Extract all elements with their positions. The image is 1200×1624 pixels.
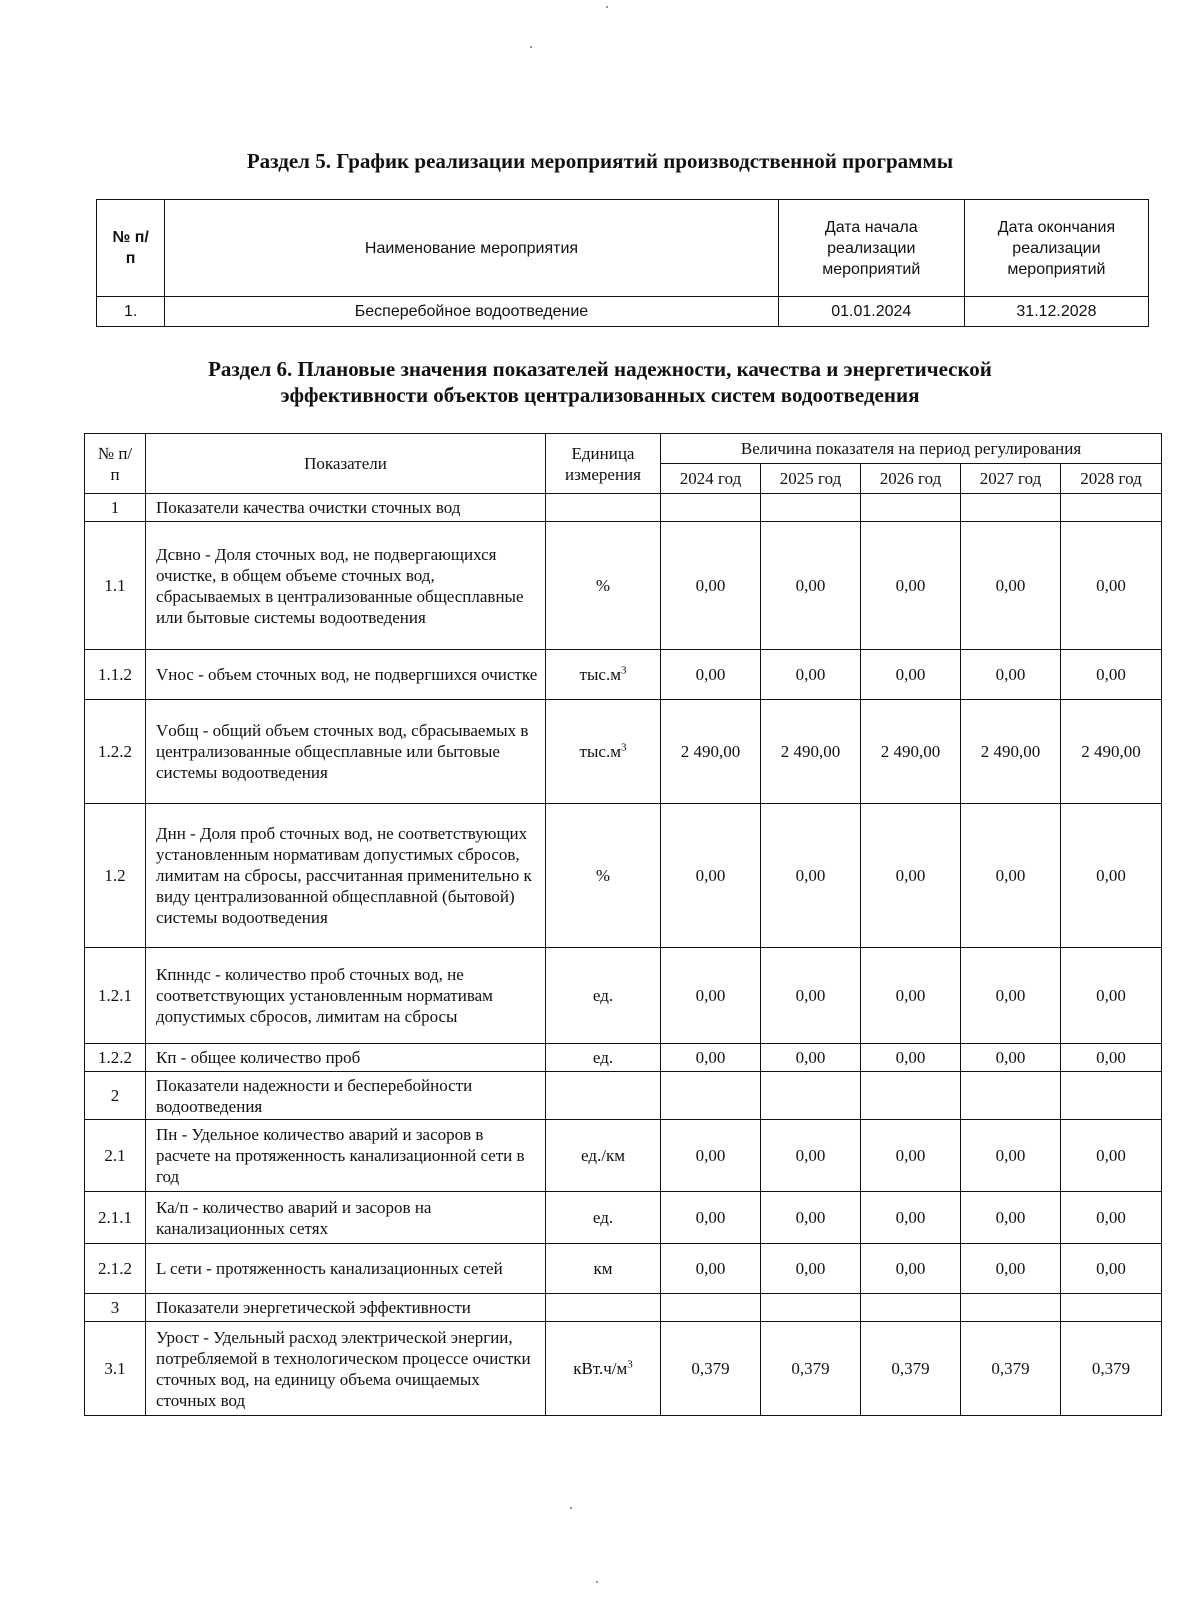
row-value: 0,00: [1061, 804, 1162, 948]
table-row: [85, 522, 1162, 650]
row-unit: [546, 700, 661, 804]
row-indicator: Дсвно - Доля сточных вод, не подвергающихся очистке, в общем объеме сточных вод, сбрасываемых в централизованные общесплавные или бытовые системы водоотведения: [146, 522, 546, 650]
row-value: 0,00: [961, 1192, 1061, 1244]
row-unit: [546, 1044, 661, 1072]
row-value: 0,00: [961, 522, 1061, 650]
row-value: 0,00: [661, 522, 761, 650]
row-value: 0,00: [961, 650, 1061, 700]
header-end-date: Дата окончания реализации мероприятий: [964, 200, 1148, 297]
row-indicator: Ка/п - количество аварий и засоров на канализационных сетях: [146, 1192, 546, 1244]
row-unit: [546, 1244, 661, 1294]
header-year: 2025 год: [761, 464, 861, 494]
row-value: 0,00: [1061, 1044, 1162, 1072]
row-value: 0,00: [661, 1120, 761, 1192]
row-value: 0,00: [661, 1192, 761, 1244]
row-value: [861, 494, 961, 522]
row-value: 0,00: [1061, 1192, 1162, 1244]
row-unit: [546, 650, 661, 700]
unit-text: %: [595, 576, 611, 595]
row-indicator: Показатели энергетической эффективности: [146, 1294, 546, 1322]
row-value: 0,00: [961, 948, 1061, 1044]
section5-title: Раздел 5. График реализации мероприятий производственной программы: [246, 149, 954, 173]
header-year: 2026 год: [861, 464, 961, 494]
row-indicator: Показатели надежности и бесперебойности водоотведения: [146, 1072, 546, 1120]
table-row: [85, 948, 1162, 1044]
row-unit: [546, 1072, 661, 1120]
row-unit: [546, 1322, 661, 1416]
row-value: [1061, 1072, 1162, 1120]
row-unit: [546, 522, 661, 650]
row-value: 0,00: [661, 1044, 761, 1072]
row-indicator: Vнос - объем сточных вод, не подвергшихся очистке: [146, 650, 546, 700]
unit-text: тыс.м: [579, 665, 621, 684]
row-indicator: Урост - Удельный расход электрической энергии, потребляемой в технологическом процессе очистки сточных вод, на единицу объема очищаемых сточных вод: [146, 1322, 546, 1416]
unit-text: ед.: [592, 1208, 614, 1227]
row-num: 3.1: [85, 1322, 146, 1416]
section6-title-line1: Раздел 6. Плановые значения показателей надежности, качества и энергетической: [208, 357, 992, 381]
row-indicator: Vобщ - общий объем сточных вод, сбрасываемых в централизованные общесплавные или бытовые системы водоотведения: [146, 700, 546, 804]
row-num: 2.1.1: [85, 1192, 146, 1244]
table-row: [85, 1120, 1162, 1192]
row-value: 0,00: [661, 804, 761, 948]
scan-speck: [606, 6, 608, 8]
row-value: 2 490,00: [761, 700, 861, 804]
row-unit: [546, 804, 661, 948]
row-value: 0,379: [961, 1322, 1061, 1416]
row-value: [861, 1072, 961, 1120]
table-row: [85, 1322, 1162, 1416]
row-unit: [546, 1294, 661, 1322]
table-row: [85, 804, 1162, 948]
row-num: 2.1.2: [85, 1244, 146, 1294]
table-row: [85, 650, 1162, 700]
row-value: [661, 1072, 761, 1120]
unit-superscript: 3: [620, 664, 627, 677]
row-indicator: Днн - Доля проб сточных вод, не соответствующих установленным нормативам допустимых сбросов, лимитам на сбросы, рассчитанная применительно к виду централизованной общесплавной (бытовой) системы водоотведения: [146, 804, 546, 948]
row-value: [961, 1294, 1061, 1322]
unit-superscript: 3: [627, 1358, 633, 1371]
unit-text: тыс.м: [579, 742, 621, 761]
row-value: 0,00: [761, 1192, 861, 1244]
row-value: 0,379: [1061, 1322, 1162, 1416]
table-row: [85, 1044, 1162, 1072]
unit-text: км: [593, 1259, 613, 1278]
row-num: 1.2.2: [85, 700, 146, 804]
header-year: 2027 год: [961, 464, 1061, 494]
row-value: 0,00: [661, 948, 761, 1044]
row-value: 0,00: [861, 650, 961, 700]
scan-speck: [530, 46, 532, 48]
row-value: 2 490,00: [961, 700, 1061, 804]
row-num: 1.: [97, 297, 165, 327]
row-value: 0,00: [861, 522, 961, 650]
row-value: 0,00: [1061, 522, 1162, 650]
row-value: 0,00: [861, 1244, 961, 1294]
row-num: 2.1: [85, 1120, 146, 1192]
header-year: 2028 год: [1061, 464, 1162, 494]
row-num: 1.1: [85, 522, 146, 650]
row-value: 0,00: [861, 1044, 961, 1072]
row-value: 0,00: [1061, 650, 1162, 700]
row-value: [761, 1072, 861, 1120]
row-start-date: 01.01.2024: [778, 297, 964, 327]
row-num: 1: [85, 494, 146, 522]
row-value: 0,00: [761, 1244, 861, 1294]
unit-text: кВт.ч/м: [573, 1359, 628, 1378]
row-value: 0,00: [961, 1244, 1061, 1294]
row-value: [761, 1294, 861, 1322]
row-unit: [546, 1192, 661, 1244]
unit-text: %: [595, 866, 611, 885]
row-unit: [546, 948, 661, 1044]
row-value: [961, 494, 1061, 522]
row-value: 0,00: [961, 1120, 1061, 1192]
unit-text: ед.: [592, 1048, 614, 1067]
table-row: [97, 297, 1149, 327]
header-year: 2024 год: [661, 464, 761, 494]
header-period: Величина показателя на период регулирования: [661, 434, 1162, 464]
table-row: [85, 1192, 1162, 1244]
row-value: 0,379: [661, 1322, 761, 1416]
row-value: 0,00: [661, 1244, 761, 1294]
row-end-date: 31.12.2028: [964, 297, 1148, 327]
row-value: [961, 1072, 1061, 1120]
row-value: 0,00: [661, 650, 761, 700]
row-value: 0,379: [761, 1322, 861, 1416]
row-indicator: Пн - Удельное количество аварий и засоров в расчете на протяженность канализационной сети в год: [146, 1120, 546, 1192]
row-value: 0,00: [861, 1192, 961, 1244]
header-num: № п/п: [97, 200, 165, 297]
row-value: 0,00: [1061, 1244, 1162, 1294]
header-unit: Единица измерения: [546, 434, 661, 494]
row-value: [1061, 494, 1162, 522]
row-indicator: Кп - общее количество проб: [146, 1044, 546, 1072]
section6-table: [84, 433, 1162, 1416]
row-num: 1.2.2: [85, 1044, 146, 1072]
table-row: [85, 1294, 1162, 1322]
unit-text: ед./км: [581, 1146, 625, 1165]
row-value: 2 490,00: [861, 700, 961, 804]
row-value: 0,379: [861, 1322, 961, 1416]
unit-superscript: 3: [620, 741, 627, 754]
row-name: Бесперебойное водоотведение: [165, 297, 778, 327]
row-num: 1.1.2: [85, 650, 146, 700]
row-value: 2 490,00: [1061, 700, 1162, 804]
row-value: 0,00: [761, 948, 861, 1044]
row-value: 0,00: [761, 804, 861, 948]
row-value: [661, 494, 761, 522]
row-value: 0,00: [961, 1044, 1061, 1072]
header-start-date: Дата начала реализации мероприятий: [778, 200, 964, 297]
header-name: Наименование мероприятия: [165, 200, 778, 297]
scan-speck: [596, 1581, 598, 1583]
table-row: [85, 494, 1162, 522]
table-row: [85, 700, 1162, 804]
row-value: 0,00: [1061, 948, 1162, 1044]
row-unit: [546, 1120, 661, 1192]
row-value: 0,00: [761, 522, 861, 650]
row-num: 3: [85, 1294, 146, 1322]
row-value: [861, 1294, 961, 1322]
row-value: 0,00: [761, 1044, 861, 1072]
scan-speck: [570, 1507, 572, 1509]
row-indicator: Показатели качества очистки сточных вод: [146, 494, 546, 522]
row-value: 0,00: [1061, 1120, 1162, 1192]
table-row: [85, 1244, 1162, 1294]
table-row: [85, 1072, 1162, 1120]
row-value: [761, 494, 861, 522]
row-value: 0,00: [861, 1120, 961, 1192]
row-value: 0,00: [961, 804, 1061, 948]
row-indicator: Кпнндс - количество проб сточных вод, не соответствующих установленным нормативам допустимых сбросов, лимитам на сбросы: [146, 948, 546, 1044]
header-num: № п/п: [85, 434, 146, 494]
section6-title-line2: эффективности объектов централизованных систем водоотведения: [280, 383, 920, 407]
row-value: 0,00: [861, 804, 961, 948]
row-value: 0,00: [861, 948, 961, 1044]
row-value: 0,00: [761, 650, 861, 700]
row-value: [1061, 1294, 1162, 1322]
row-indicator: L сети - протяженность канализационных сетей: [146, 1244, 546, 1294]
unit-text: ед.: [592, 986, 614, 1005]
row-value: [661, 1294, 761, 1322]
row-unit: [546, 494, 661, 522]
row-num: 2: [85, 1072, 146, 1120]
section6-title: [0, 356, 1200, 408]
row-num: 1.2.1: [85, 948, 146, 1044]
header-indicator: Показатели: [146, 434, 546, 494]
section5-table: [96, 199, 1149, 327]
row-value: 2 490,00: [661, 700, 761, 804]
row-num: 1.2: [85, 804, 146, 948]
row-value: 0,00: [761, 1120, 861, 1192]
